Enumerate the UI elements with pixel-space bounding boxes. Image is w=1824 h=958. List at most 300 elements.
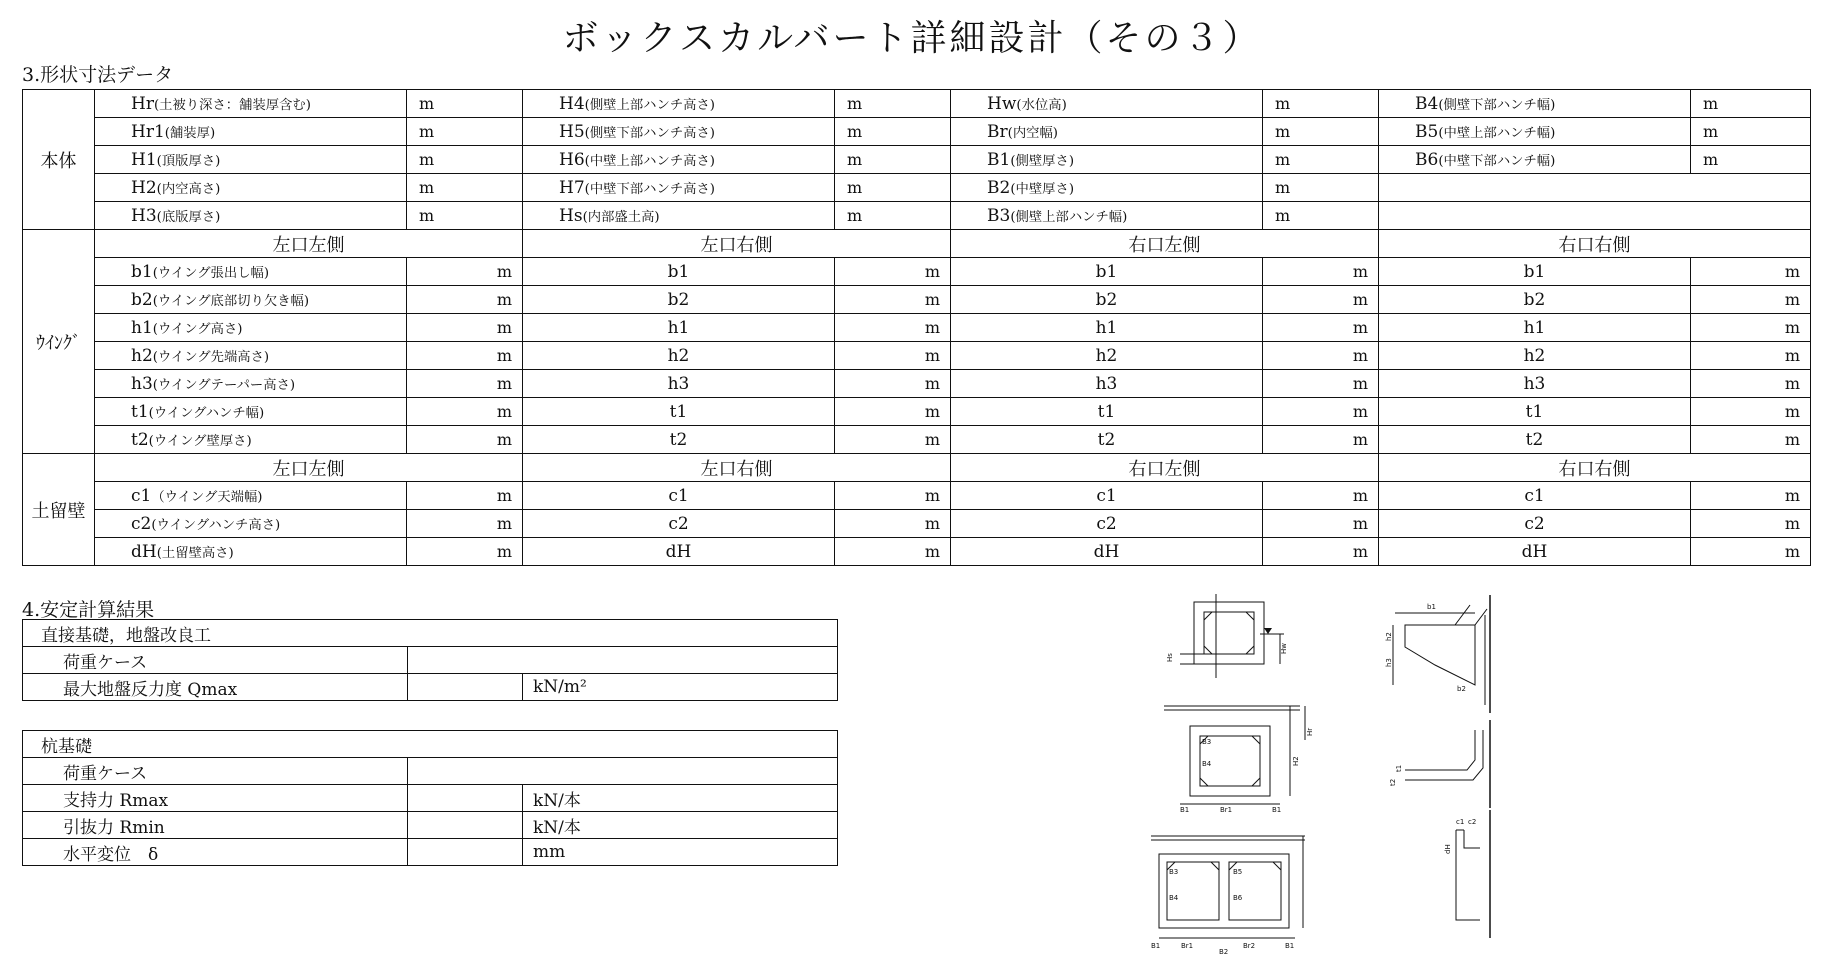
pile-title-row xyxy=(23,731,838,758)
unit-m: m xyxy=(847,206,863,225)
wing-label xyxy=(951,286,1263,314)
unit-m: m xyxy=(1784,402,1800,421)
wing-symbol: t2 xyxy=(669,429,688,450)
pile-label: 支持力 Rmax xyxy=(23,785,408,812)
section-shape-heading: 3.形状寸法データ xyxy=(22,64,174,86)
wing-symbol: t1 xyxy=(669,401,688,422)
body-row xyxy=(23,90,1811,118)
wing-label-desc: (ウイング底部切り欠き幅) xyxy=(152,293,310,309)
retaining-symbol: c2 xyxy=(1524,513,1545,534)
body-value[interactable] xyxy=(1263,202,1379,230)
body-label xyxy=(951,90,1263,118)
wing-row xyxy=(23,426,1811,454)
retaining-label-symbol: c2 xyxy=(131,513,152,534)
wing-plan-figure xyxy=(1365,720,1505,810)
group-label-body: 本体 xyxy=(23,90,95,230)
retaining-column-header: 右口左側 xyxy=(951,454,1379,482)
wing-label xyxy=(1379,398,1691,426)
retaining-symbol: c1 xyxy=(1096,485,1117,506)
wing-value[interactable] xyxy=(407,286,523,314)
unit-m: m xyxy=(1275,178,1291,197)
double-br2-label: Br2 xyxy=(1243,942,1256,950)
body-value[interactable] xyxy=(407,90,523,118)
wing-label xyxy=(1379,286,1691,314)
wing-label-symbol: t2 xyxy=(131,429,149,450)
wing-symbol: h2 xyxy=(1095,345,1118,366)
wing-label-symbol: h1 xyxy=(131,317,153,338)
unit-m: m xyxy=(847,94,863,113)
wing-value[interactable] xyxy=(835,342,951,370)
wing-header-row xyxy=(23,230,1811,258)
wing-label xyxy=(951,314,1263,342)
retaining-label-desc: (ウイングハンチ高さ) xyxy=(151,517,281,533)
retaining-column-header: 右口右側 xyxy=(1379,454,1811,482)
unit-m: m xyxy=(1784,542,1800,561)
wing-value[interactable] xyxy=(1263,370,1379,398)
body-label-symbol: H4 xyxy=(559,93,585,114)
unit-m: m xyxy=(924,486,940,505)
retaining-symbol: dH xyxy=(665,541,692,562)
unit-m: m xyxy=(496,346,512,365)
retaining-value[interactable] xyxy=(835,482,951,510)
unit-m: m xyxy=(496,542,512,561)
unit-m: m xyxy=(496,290,512,309)
rw-c2-label: c2 xyxy=(1468,818,1477,826)
wing-symbol: h1 xyxy=(1523,317,1546,338)
body-label-symbol: H3 xyxy=(131,205,157,226)
body-label xyxy=(95,202,407,230)
wing-label-desc: (ウイング先端高さ) xyxy=(152,349,270,365)
body-label-desc: (側壁厚さ) xyxy=(1010,153,1075,169)
direct-row xyxy=(23,647,838,674)
body-label xyxy=(1379,146,1691,174)
wing-value[interactable] xyxy=(835,426,951,454)
body-label-desc: (中壁厚さ) xyxy=(1010,181,1075,197)
retaining-label xyxy=(951,482,1263,510)
wing-value[interactable] xyxy=(1691,426,1811,454)
wing-label xyxy=(523,370,835,398)
body-label-desc: (中壁上部ハンチ幅) xyxy=(1438,125,1556,141)
double-b2-label: B2 xyxy=(1219,948,1229,955)
h2-dim-label: H2 xyxy=(1292,756,1300,766)
body-row xyxy=(23,174,1811,202)
wing-label-desc: (ウイングハンチ幅) xyxy=(148,405,265,421)
body-label-desc: (中壁上部ハンチ高さ) xyxy=(584,153,716,169)
retaining-label xyxy=(523,538,835,566)
wing-label-symbol: b1 xyxy=(131,261,153,282)
retaining-label-symbol: dH xyxy=(131,541,157,562)
body-label-symbol: H2 xyxy=(131,177,157,198)
wing-value[interactable] xyxy=(407,398,523,426)
body-label xyxy=(523,90,835,118)
wing-label xyxy=(95,398,407,426)
unit-m: m xyxy=(1352,262,1368,281)
unit-m: m xyxy=(1275,94,1291,113)
body-label-symbol: B1 xyxy=(987,149,1011,170)
body-value[interactable] xyxy=(835,118,951,146)
wing-row xyxy=(23,398,1811,426)
page-title: ボックスカルバート詳細設計（その３） xyxy=(562,18,1262,59)
b1-left-label: B1 xyxy=(1180,806,1190,814)
unit-m: m xyxy=(1352,346,1368,365)
body-value[interactable] xyxy=(1263,90,1379,118)
wing-value[interactable] xyxy=(1691,398,1811,426)
body-label xyxy=(523,118,835,146)
body-value[interactable] xyxy=(407,174,523,202)
unit-m: m xyxy=(1352,542,1368,561)
wing-value[interactable] xyxy=(1691,258,1811,286)
pile-value[interactable] xyxy=(408,839,523,866)
body-label xyxy=(95,146,407,174)
wing-label xyxy=(95,342,407,370)
wing-value[interactable] xyxy=(1263,314,1379,342)
body-label xyxy=(95,90,407,118)
body-label-symbol: Hs xyxy=(559,205,583,226)
wing-value[interactable] xyxy=(407,426,523,454)
wing-value[interactable] xyxy=(835,258,951,286)
double-b4-label: B4 xyxy=(1169,894,1179,902)
wing-label xyxy=(95,314,407,342)
wing-b2-label: b2 xyxy=(1457,685,1466,693)
retaining-label xyxy=(523,482,835,510)
b3-label: B3 xyxy=(1202,738,1212,746)
retaining-value[interactable] xyxy=(1691,510,1811,538)
unit-m: m xyxy=(1784,346,1800,365)
retaining-label-desc: (土留壁高さ) xyxy=(156,545,234,561)
wing-symbol: h3 xyxy=(667,373,690,394)
body-label xyxy=(951,202,1263,230)
wing-label xyxy=(1379,258,1691,286)
body-value[interactable] xyxy=(407,146,523,174)
body-label-symbol: H1 xyxy=(131,149,157,170)
unit-m: m xyxy=(496,374,512,393)
body-value[interactable] xyxy=(1691,90,1811,118)
wing-label-desc: (ウイング壁厚さ) xyxy=(148,433,252,449)
body-value[interactable] xyxy=(1263,146,1379,174)
wing-column-header: 左口右側 xyxy=(523,230,951,258)
unit-m: m xyxy=(1784,374,1800,393)
wing-symbol: b1 xyxy=(667,261,690,282)
body-label-symbol: H7 xyxy=(559,177,585,198)
retaining-value[interactable] xyxy=(1263,482,1379,510)
body-label-desc: (側壁上部ハンチ幅) xyxy=(1010,209,1128,225)
unit-m: m xyxy=(1352,318,1368,337)
hs-label: Hs xyxy=(1166,653,1174,662)
wing-label-desc: (ウイング張出し幅) xyxy=(152,265,270,281)
group-label-wing: ｳｲﾝｸﾞ xyxy=(23,230,95,454)
wing-label xyxy=(523,286,835,314)
unit-m: m xyxy=(1784,514,1800,533)
body-value[interactable] xyxy=(835,90,951,118)
body-value[interactable] xyxy=(407,202,523,230)
pile-row xyxy=(23,785,838,812)
wing-symbol: b2 xyxy=(1095,289,1118,310)
pile-unit: mm xyxy=(523,839,838,866)
body-label-symbol: B6 xyxy=(1415,149,1439,170)
wing-symbol: b1 xyxy=(1523,261,1546,282)
pile-value[interactable] xyxy=(408,758,838,785)
direct-value[interactable] xyxy=(408,647,838,674)
unit-m: m xyxy=(924,514,940,533)
body-value[interactable] xyxy=(1263,174,1379,202)
pile-value[interactable] xyxy=(408,785,523,812)
wing-row xyxy=(23,314,1811,342)
wing-symbol: h1 xyxy=(1095,317,1118,338)
retaining-symbol: c1 xyxy=(668,485,689,506)
body-label xyxy=(951,118,1263,146)
retaining-header-row xyxy=(23,454,1811,482)
retaining-label xyxy=(95,482,407,510)
unit-m: m xyxy=(1352,402,1368,421)
pile-title: 杭基礎 xyxy=(23,731,838,758)
wing-h2-label: h2 xyxy=(1385,632,1393,641)
wing-column-header: 右口左側 xyxy=(951,230,1379,258)
body-label-desc: (舗装厚) xyxy=(164,125,216,141)
wing-value[interactable] xyxy=(1691,370,1811,398)
wing-value[interactable] xyxy=(407,370,523,398)
body-label xyxy=(523,174,835,202)
wing-value[interactable] xyxy=(407,258,523,286)
retaining-value[interactable] xyxy=(1263,510,1379,538)
body-label-desc: (土被り深さ：舗装厚含む) xyxy=(153,97,311,113)
unit-m: m xyxy=(1352,430,1368,449)
retaining-label xyxy=(951,510,1263,538)
wing-value[interactable] xyxy=(835,398,951,426)
retaining-value[interactable] xyxy=(407,510,523,538)
wing-value[interactable] xyxy=(1691,342,1811,370)
wing-symbol: h2 xyxy=(667,345,690,366)
wing-value[interactable] xyxy=(1691,314,1811,342)
wing-symbol: b2 xyxy=(1523,289,1546,310)
wing-label-symbol: h2 xyxy=(131,345,153,366)
body-label-desc: (中壁下部ハンチ高さ) xyxy=(584,181,716,197)
wing-label-desc: (ウイング高さ) xyxy=(152,321,243,337)
unit-m: m xyxy=(847,150,863,169)
body-value[interactable] xyxy=(1691,118,1811,146)
wing-label xyxy=(951,342,1263,370)
body-value[interactable] xyxy=(835,202,951,230)
direct-label: 最大地盤反力度 Qmax xyxy=(23,674,408,701)
retaining-row xyxy=(23,482,1811,510)
wing-value[interactable] xyxy=(835,314,951,342)
wing-label xyxy=(523,342,835,370)
wing-b1-label: b1 xyxy=(1427,603,1436,611)
unit-m: m xyxy=(924,430,940,449)
retaining-label xyxy=(523,510,835,538)
unit-m: m xyxy=(496,318,512,337)
retaining-symbol: dH xyxy=(1093,541,1120,562)
hr-label: Hr xyxy=(1306,727,1314,736)
wing-label xyxy=(523,314,835,342)
body-row xyxy=(23,202,1811,230)
wing-symbol: t1 xyxy=(1525,401,1544,422)
wing-row xyxy=(23,258,1811,286)
wing-symbol: h3 xyxy=(1523,373,1546,394)
body-value[interactable] xyxy=(1263,118,1379,146)
retaining-column-header: 左口左側 xyxy=(95,454,523,482)
wing-value[interactable] xyxy=(835,286,951,314)
body-label-symbol: B5 xyxy=(1415,121,1439,142)
retaining-wall-figure xyxy=(1420,810,1510,940)
body-label-symbol: B3 xyxy=(987,205,1011,226)
unit-m: m xyxy=(1784,290,1800,309)
body-label-desc: (内部盛土高) xyxy=(582,209,660,225)
wing-symbol: t2 xyxy=(1097,429,1116,450)
wing-label xyxy=(95,258,407,286)
direct-row xyxy=(23,674,838,701)
body-value[interactable] xyxy=(835,146,951,174)
body-label-desc: (内空幅) xyxy=(1007,125,1059,141)
body-label-desc: (頂版厚さ) xyxy=(156,153,221,169)
unit-m: m xyxy=(1703,150,1719,169)
body-value[interactable] xyxy=(835,174,951,202)
wing-label xyxy=(1379,426,1691,454)
unit-m: m xyxy=(496,262,512,281)
direct-value[interactable] xyxy=(408,674,523,701)
wing-row xyxy=(23,342,1811,370)
body-label-symbol: Br xyxy=(987,121,1008,142)
pile-row xyxy=(23,839,838,866)
unit-m: m xyxy=(924,290,940,309)
body-label-desc: (底版厚さ) xyxy=(156,209,221,225)
unit-m: m xyxy=(1275,122,1291,141)
retaining-label-symbol: c1 xyxy=(131,485,152,506)
wing-row xyxy=(23,286,1811,314)
b1-right-label: B1 xyxy=(1272,806,1282,814)
body-label xyxy=(1379,90,1691,118)
unit-m: m xyxy=(1275,150,1291,169)
retaining-symbol: c2 xyxy=(1096,513,1117,534)
unit-m: m xyxy=(924,346,940,365)
double-box-figure xyxy=(1145,830,1335,955)
body-label xyxy=(95,174,407,202)
retaining-value[interactable] xyxy=(835,510,951,538)
body-value[interactable] xyxy=(407,118,523,146)
unit-m: m xyxy=(924,402,940,421)
wing-value[interactable] xyxy=(1263,426,1379,454)
wing-row xyxy=(23,370,1811,398)
retaining-value[interactable] xyxy=(407,538,523,566)
retaining-value[interactable] xyxy=(1691,482,1811,510)
double-b6-label: B6 xyxy=(1233,894,1243,902)
unit-m: m xyxy=(924,262,940,281)
unit-m: m xyxy=(924,318,940,337)
wing-label-symbol: b2 xyxy=(131,289,153,310)
body-label-desc: (中壁下部ハンチ幅) xyxy=(1438,153,1556,169)
pile-label: 引抜力 Rmin xyxy=(23,812,408,839)
wing-value[interactable] xyxy=(407,314,523,342)
retaining-value[interactable] xyxy=(407,482,523,510)
wing-symbol: b2 xyxy=(667,289,690,310)
unit-m: m xyxy=(847,178,863,197)
double-b3-label: B3 xyxy=(1169,868,1179,876)
retaining-value[interactable] xyxy=(1691,538,1811,566)
wing-symbol: t2 xyxy=(1525,429,1544,450)
body-label-symbol: B2 xyxy=(987,177,1011,198)
unit-m: m xyxy=(924,374,940,393)
wing-label-symbol: t1 xyxy=(131,401,149,422)
body-label xyxy=(951,146,1263,174)
body-value[interactable] xyxy=(1691,146,1811,174)
wing-label xyxy=(1379,314,1691,342)
pile-row xyxy=(23,812,838,839)
direct-label: 荷重ケース xyxy=(23,647,408,674)
box-water-level-figure xyxy=(1160,590,1300,680)
b4-label: B4 xyxy=(1202,760,1212,768)
wing-h3-label: h3 xyxy=(1385,658,1393,667)
retaining-symbol: dH xyxy=(1521,541,1548,562)
pile-value[interactable] xyxy=(408,812,523,839)
body-label-symbol: B4 xyxy=(1415,93,1439,114)
empty-cell xyxy=(1379,202,1811,230)
wing-label xyxy=(951,398,1263,426)
unit-m: m xyxy=(1275,206,1291,225)
retaining-value[interactable] xyxy=(1263,538,1379,566)
unit-m: m xyxy=(496,430,512,449)
retaining-label xyxy=(95,538,407,566)
wing-value[interactable] xyxy=(407,342,523,370)
wing-value[interactable] xyxy=(1263,258,1379,286)
retaining-value[interactable] xyxy=(835,538,951,566)
double-b5-label: B5 xyxy=(1233,868,1243,876)
pile-unit: kN/本 xyxy=(523,785,838,812)
pile-unit: kN/本 xyxy=(523,812,838,839)
wing-symbol: h1 xyxy=(667,317,690,338)
wing-value[interactable] xyxy=(1691,286,1811,314)
retaining-symbol: c2 xyxy=(668,513,689,534)
wing-symbol: t1 xyxy=(1097,401,1116,422)
unit-m: m xyxy=(419,178,435,197)
wing-symbol: h3 xyxy=(1095,373,1118,394)
wing-label xyxy=(95,370,407,398)
body-row xyxy=(23,146,1811,174)
retaining-label-desc: （ウイング天端幅) xyxy=(151,489,263,505)
retaining-row xyxy=(23,538,1811,566)
wing-figure xyxy=(1365,595,1505,715)
body-row xyxy=(23,118,1811,146)
body-label xyxy=(1379,118,1691,146)
unit-m: m xyxy=(924,542,940,561)
retaining-symbol: c1 xyxy=(1524,485,1545,506)
unit-m: m xyxy=(1352,290,1368,309)
section-stability-heading: 4.安定計算結果 xyxy=(22,599,155,621)
wing-t1-label: t1 xyxy=(1395,764,1403,772)
wing-label-desc: (ウイングテーパー高さ) xyxy=(152,377,296,393)
unit-m: m xyxy=(1352,374,1368,393)
wing-column-header: 右口右側 xyxy=(1379,230,1811,258)
wing-value[interactable] xyxy=(1263,286,1379,314)
pile-row xyxy=(23,758,838,785)
wing-value[interactable] xyxy=(1263,342,1379,370)
wing-value[interactable] xyxy=(835,370,951,398)
unit-m: m xyxy=(1703,94,1719,113)
shape-dimension-table xyxy=(22,89,1811,566)
unit-m: m xyxy=(496,514,512,533)
unit-m: m xyxy=(1784,318,1800,337)
unit-m: m xyxy=(847,122,863,141)
wing-label xyxy=(951,258,1263,286)
wing-value[interactable] xyxy=(1263,398,1379,426)
unit-m: m xyxy=(1784,262,1800,281)
hw-label: Hw xyxy=(1280,643,1288,654)
direct-title: 直接基礎，地盤改良工 xyxy=(23,620,838,647)
rw-c1-label: c1 xyxy=(1456,818,1465,826)
body-label-desc: (側壁上部ハンチ高さ) xyxy=(584,97,716,113)
body-label xyxy=(951,174,1263,202)
retaining-column-header: 左口右側 xyxy=(523,454,951,482)
body-label-symbol: H5 xyxy=(559,121,585,142)
body-label xyxy=(95,118,407,146)
